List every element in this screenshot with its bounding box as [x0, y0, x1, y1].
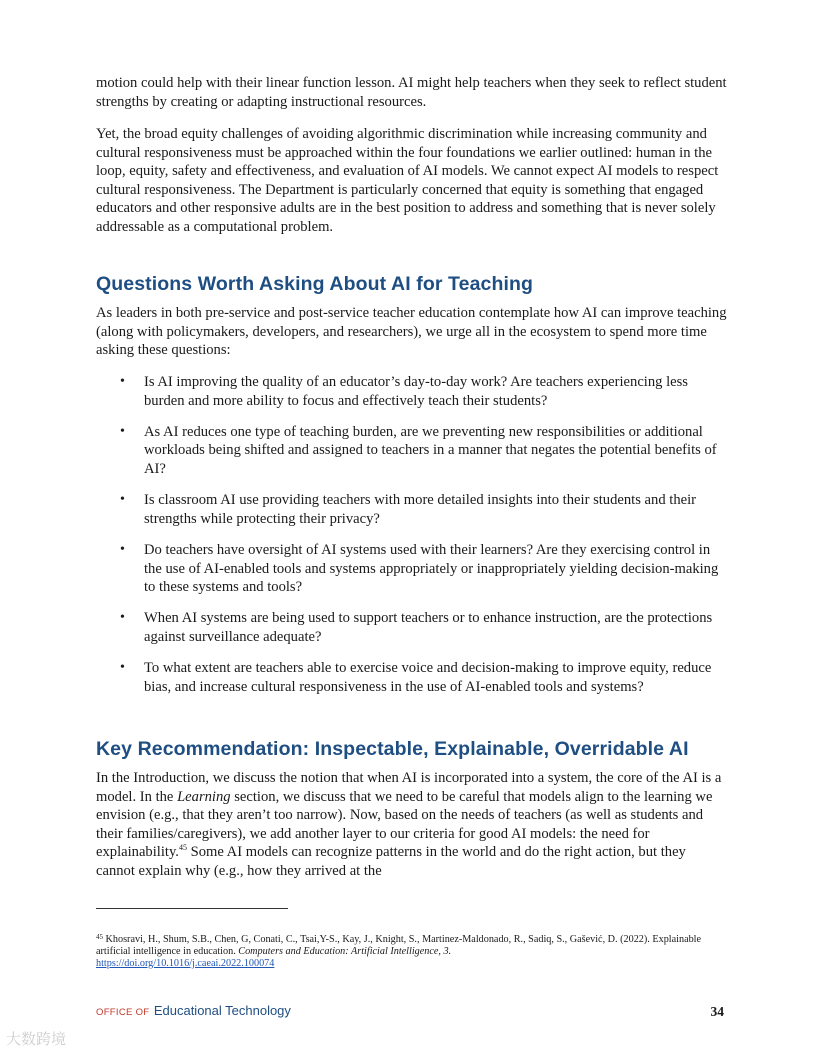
- paragraph-text: Some AI models can recognize patterns in the world and do the right action, but they cannot explain why (e.g., how they arrived at the: [96, 844, 686, 879]
- footnote-reference[interactable]: 45: [178, 843, 187, 853]
- bullet-icon: •: [120, 492, 125, 508]
- emphasis-learning: Learning: [177, 788, 231, 805]
- paragraph-text: In the Introduction, we discuss the notion that when AI is incorporated into a system, the core of the AI is a model. In the: [96, 770, 722, 805]
- list-item: [96, 541, 728, 597]
- paragraph-explainability: [96, 769, 728, 881]
- watermark: 大数跨境: [6, 1030, 67, 1048]
- footnote-doi-link[interactable]: https://doi.org/10.1016/j.caeai.2022.100074: [96, 957, 275, 969]
- paragraph-questions-intro: As leaders in both pre-service and post-service teacher education contemplate how AI can improve teaching (along with policymakers, developers, and researchers), we urge all in the ecosystem to spend more time asking these questions:: [96, 305, 727, 359]
- bullet-icon: •: [120, 610, 125, 626]
- question-text: Do teachers have oversight of AI systems used with their learners? Are they exercising control in the use of AI-enabled tools and systems appropriately or inappropriately yielding decision-making to these systems and tools?: [144, 541, 719, 596]
- footnote-number: 45: [96, 933, 103, 941]
- page-number: 34: [710, 1004, 724, 1019]
- bullet-icon: •: [120, 374, 125, 389]
- footnote-journal: Computers and Education: Artificial Intelligence, 3.: [238, 945, 452, 957]
- list-item: [96, 373, 728, 410]
- list-item: [96, 609, 728, 646]
- bullet-icon: •: [120, 660, 125, 676]
- paragraph-text: section, we discuss that we need to be careful that models align to the learning we envision (e.g., that they aren’t too narrow). Now, based on the needs of teachers (as well as students and their families/caregivers), we add another layer to our criteria for good AI models: the need for explainability.: [96, 788, 713, 861]
- footnote: [96, 934, 728, 969]
- questions-list: [96, 373, 728, 709]
- question-text: Is classroom AI use providing teachers with more detailed insights into their students and their strengths while protecting their privacy?: [144, 492, 697, 527]
- footer-office-label: OFFICE OF: [96, 1007, 150, 1018]
- footnote-divider: [96, 908, 288, 909]
- paragraph-equity-challenges: Yet, the broad equity challenges of avoiding algorithmic discrimination while increasing community and cultural responsiveness must be approached within the four foundations we earlier outlined: human in the loop, equity, safety and effectiveness, and evaluation of AI models. We cannot expect AI models to respect cultural responsiveness. The Department is particularly concerned that equity is something that engaged educators and other responsive adults are in the best position to address and something that is never solely addressable as a computational problem.: [96, 126, 719, 235]
- heading-key-recommendation: Key Recommendation: Inspectable, Explainable, Overridable AI: [96, 738, 689, 760]
- bullet-icon: •: [120, 541, 125, 557]
- heading-questions-worth-asking: Questions Worth Asking About AI for Teaching: [96, 273, 534, 295]
- question-text: Is AI improving the quality of an educator’s day-to-day work? Are teachers experiencing less burden and more ability to focus and effectively teach their students?: [144, 374, 688, 409]
- question-text: When AI systems are being used to support teachers or to enhance instruction, are the protections against surveillance adequate?: [144, 610, 713, 645]
- footnote-text: Khosravi, H., Shum, S.B., Chen, G, Conati, C., Tsai,Y-S., Kay, J., Knight, S., Martinez-Maldonado, R., Sadiq, S., Gašević, D. (2022). Explainable artificial intelligence in education.: [96, 934, 702, 957]
- bullet-icon: •: [120, 423, 125, 439]
- footer-brand-logo: [96, 1002, 291, 1020]
- question-text: To what extent are teachers able to exercise voice and decision-making to improve equity, reduce bias, and increase cultural responsiveness in the use of AI-enabled tools and systems?: [144, 660, 712, 695]
- question-text: As AI reduces one type of teaching burden, are we preventing new responsibilities or additional workloads being shifted and assigned to teachers in a manner that negates the potential benefits of AI?: [144, 423, 717, 477]
- list-item: [96, 423, 728, 479]
- paragraph-intro-continuation: motion could help with their linear function lesson. AI might help teachers when they seek to reflect student strengths by creating or adapting instructional resources.: [96, 75, 727, 110]
- list-item: [96, 659, 728, 696]
- list-item: [96, 491, 728, 528]
- footer-edtech-label: Educational Technology: [153, 1003, 291, 1018]
